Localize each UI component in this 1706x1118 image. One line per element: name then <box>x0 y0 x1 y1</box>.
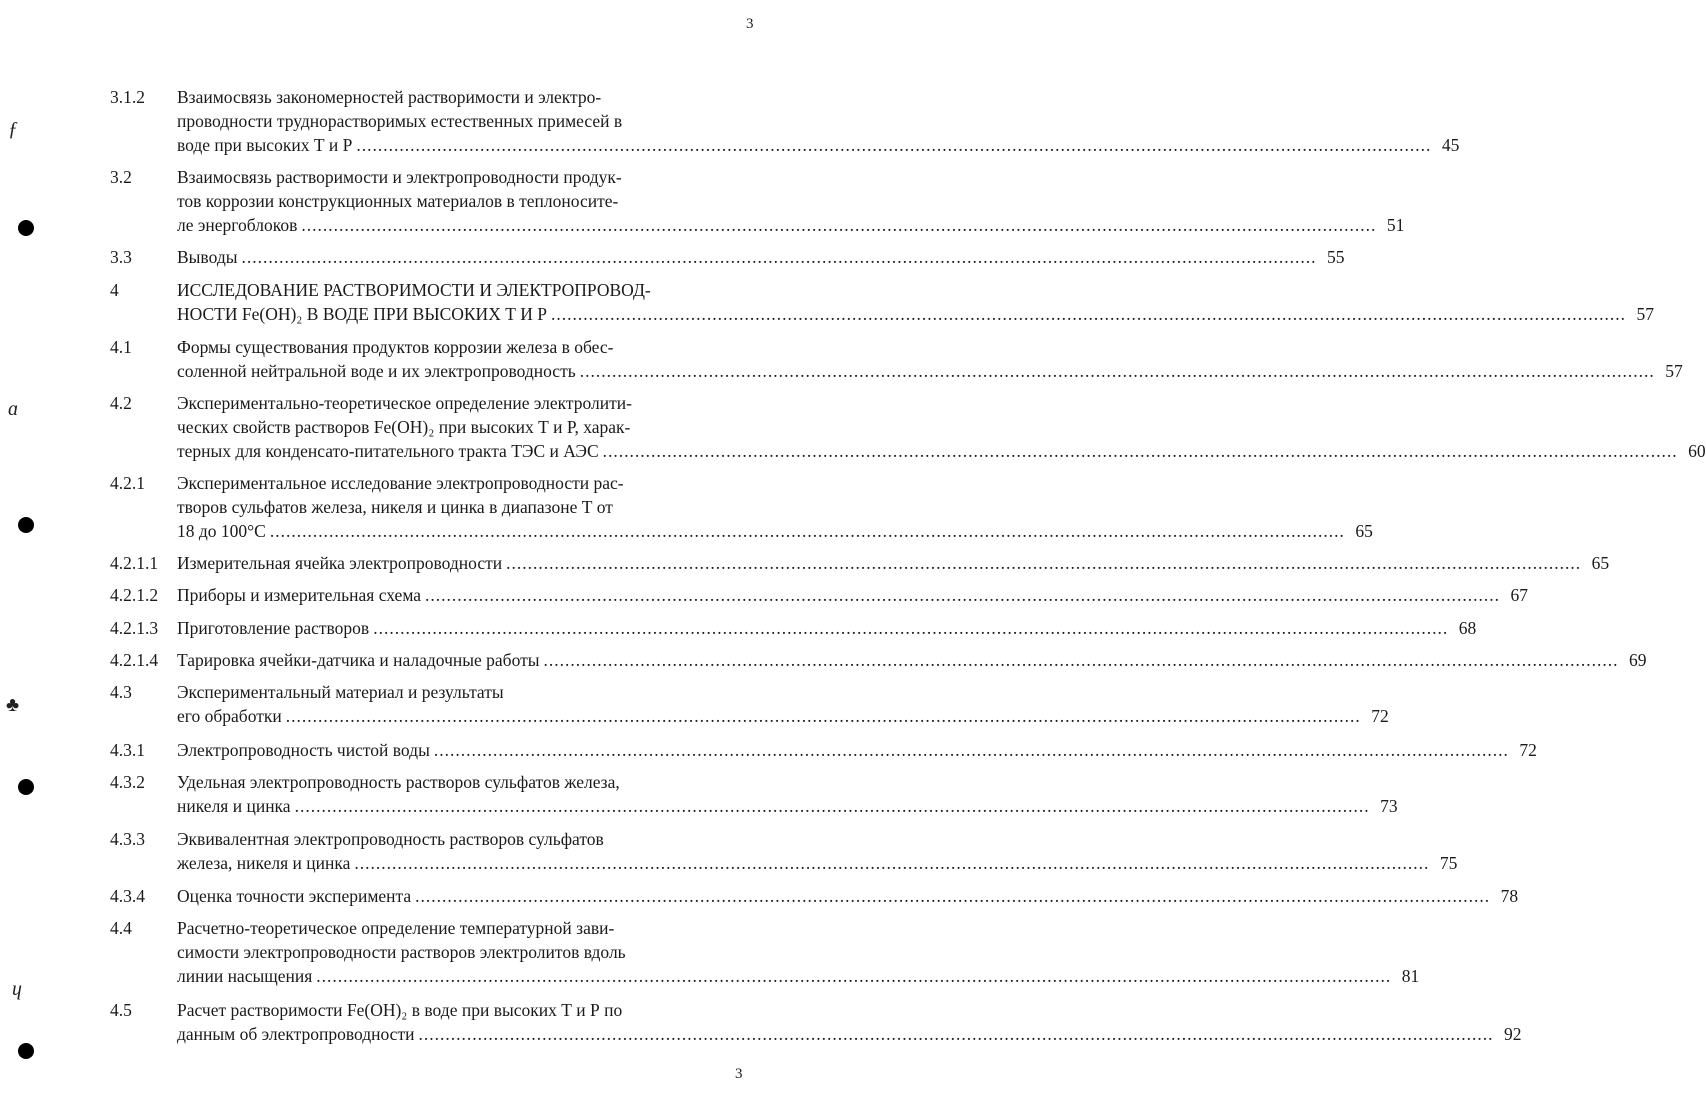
section-title-line: Измерительная ячейка электропроводности <box>177 553 503 573</box>
page-reference: 81 <box>1401 966 1420 986</box>
dot-leader: ........................................................................................................................................................................................................ <box>316 966 1392 986</box>
section-title-line: Приборы и измерительная схема <box>177 585 422 605</box>
handwritten-margin-mark: ♣ <box>6 694 20 716</box>
page-reference: 68 <box>1458 618 1477 638</box>
dot-leader: ........................................................................................................................................................................................................ <box>418 1024 1494 1044</box>
section-title-line: Взаимосвязь закономерностей растворимости и электро- <box>177 87 602 107</box>
dot-leader: ........................................................................................................................................................................................................ <box>543 650 1619 670</box>
page-reference: 51 <box>1386 215 1405 235</box>
page-reference: 72 <box>1371 706 1389 726</box>
page-reference: 67 <box>1510 585 1529 605</box>
page-reference: 65 <box>1355 521 1373 541</box>
page-reference: 78 <box>1500 886 1519 906</box>
dot-leader: ........................................................................................................................................................................................................ <box>602 441 1678 461</box>
page-reference: 92 <box>1503 1024 1522 1044</box>
section-title-line: Эквивалентная электропроводность растворов сульфатов <box>177 829 604 849</box>
section-title-line: Формы существования продуктов коррозии железа в обес- <box>177 337 614 357</box>
section-title-line: Оценка точности эксперимента <box>177 886 412 906</box>
section-title-line: НОСТИ Fe(OH)₂ В ВОДЕ ПРИ ВЫСОКИХ Т И Р <box>177 304 548 324</box>
dot-leader: ........................................................................................................................................................................................................ <box>294 796 1370 816</box>
page-reference: 57 <box>1636 304 1655 324</box>
page-reference: 55 <box>1326 247 1345 267</box>
handwritten-margin-mark: ɥ <box>12 978 22 1000</box>
section-number: 4.3.3 <box>110 829 145 849</box>
section-number: 4.3 <box>110 682 132 702</box>
section-number: 4.4 <box>110 918 132 938</box>
section-number: 3.3 <box>110 247 132 267</box>
dot-leader: ........................................................................................................................................................................................................ <box>433 740 1509 760</box>
section-title-line: Электропроводность чистой воды <box>177 740 430 760</box>
section-title-line: его обработки <box>177 706 282 726</box>
page-reference: 60 <box>1688 441 1706 461</box>
punch-hole-mark <box>18 1043 34 1059</box>
section-title-line: Экспериментально-теоретическое определение электролити- <box>177 393 632 413</box>
section-title-line: ИССЛЕДОВАНИЕ РАСТВОРИМОСТИ И ЭЛЕКТРОПРОВОД- <box>177 280 651 300</box>
handwritten-margin-mark: ƒ <box>8 118 18 140</box>
section-number: 3.2 <box>110 167 132 187</box>
dot-leader: ........................................................................................................................................................................................................ <box>425 585 1501 605</box>
section-number: 4.3.2 <box>110 772 145 792</box>
section-title-line: соленной нейтральной воде и их электропроводность <box>177 361 576 381</box>
section-number: 4.2.1 <box>110 473 145 493</box>
punch-hole-mark <box>18 779 34 795</box>
section-number: 4.2.1.4 <box>110 650 159 670</box>
dot-leader: ........................................................................................................................................................................................................ <box>373 618 1449 638</box>
section-number: 4.1 <box>110 337 132 357</box>
dot-leader: ........................................................................................................................................................................................................ <box>551 304 1627 324</box>
dot-leader: ........................................................................................................................................................................................................ <box>241 247 1317 267</box>
dot-leader: ........................................................................................................................................................................................................ <box>354 853 1430 873</box>
section-title-line: никеля и цинка <box>177 796 291 816</box>
section-title-line: Расчет растворимости Fe(OH)₂ в воде при высоких Т и Р по <box>177 1000 623 1020</box>
page-number-bottom: 3 <box>735 1066 743 1082</box>
page-number-top: 3 <box>746 16 754 32</box>
page-reference: 73 <box>1380 796 1398 816</box>
section-title-line: творов сульфатов железа, никеля и цинка в диапазоне Т от <box>177 497 613 517</box>
dot-leader: ........................................................................................................................................................................................................ <box>506 553 1582 573</box>
punch-hole-mark <box>18 220 34 236</box>
section-title-line: Экспериментальный материал и результаты <box>177 682 504 702</box>
section-title-line: ческих свойств растворов Fe(OH)₂ при высоких Т и Р, харак- <box>177 417 631 437</box>
handwritten-margin-mark: ɑ <box>8 398 18 420</box>
section-title-line: тов коррозии конструкционных материалов в теплоносите- <box>177 191 619 211</box>
section-title-line: Приготовление растворов <box>177 618 370 638</box>
section-number: 4.2 <box>110 393 132 413</box>
section-title-line: Расчетно-теоретическое определение температурной зави- <box>177 918 615 938</box>
page-reference: 57 <box>1665 361 1683 381</box>
section-number: 4.2.1.1 <box>110 553 159 573</box>
section-number: 3.1.2 <box>110 87 145 107</box>
section-title-line: симости электропроводности растворов электролитов вдоль <box>177 942 626 962</box>
page-reference: 72 <box>1519 740 1537 760</box>
page-reference: 75 <box>1439 853 1458 873</box>
section-number: 4.5 <box>110 1000 132 1020</box>
section-title-line: железа, никеля и цинка <box>177 853 351 873</box>
section-title-line: проводности труднорастворимых естественных примесей в <box>177 111 623 131</box>
dot-leader: ........................................................................................................................................................................................................ <box>579 361 1655 381</box>
page-reference: 65 <box>1591 553 1610 573</box>
section-number: 4 <box>110 280 119 300</box>
section-title-line: Удельная электропроводность растворов сульфатов железа, <box>177 772 620 792</box>
dot-leader: ........................................................................................................................................................................................................ <box>356 135 1432 155</box>
punch-hole-mark <box>18 517 34 533</box>
dot-leader: ........................................................................................................................................................................................................ <box>285 706 1361 726</box>
page-reference: 69 <box>1629 650 1647 670</box>
section-title-line: Тарировка ячейки-датчика и наладочные работы <box>177 650 540 670</box>
section-number: 4.2.1.3 <box>110 618 159 638</box>
dot-leader: ........................................................................................................................................................................................................ <box>415 886 1491 906</box>
dot-leader: ........................................................................................................................................................................................................ <box>269 521 1345 541</box>
section-title-line: воде при высоких Т и Р <box>177 135 353 155</box>
page-reference: 45 <box>1441 135 1460 155</box>
section-title-line: 18 до 100°С <box>177 521 266 541</box>
section-title-line: линии насыщения <box>177 966 313 986</box>
section-number: 4.3.1 <box>110 740 145 760</box>
section-title-line: ле энергоблоков <box>177 215 298 235</box>
section-title-line: Экспериментальное исследование электропроводности рас- <box>177 473 624 493</box>
section-title-line: терных для конденсато-питательного тракта ТЭС и АЭС <box>177 441 599 461</box>
section-number: 4.3.4 <box>110 886 145 906</box>
section-number: 4.2.1.2 <box>110 585 159 605</box>
section-title-line: данным об электропроводности <box>177 1024 415 1044</box>
section-title-line: Выводы <box>177 247 238 267</box>
section-title-line: Взаимосвязь растворимости и электропроводности продук- <box>177 167 622 187</box>
dot-leader: ........................................................................................................................................................................................................ <box>301 215 1377 235</box>
